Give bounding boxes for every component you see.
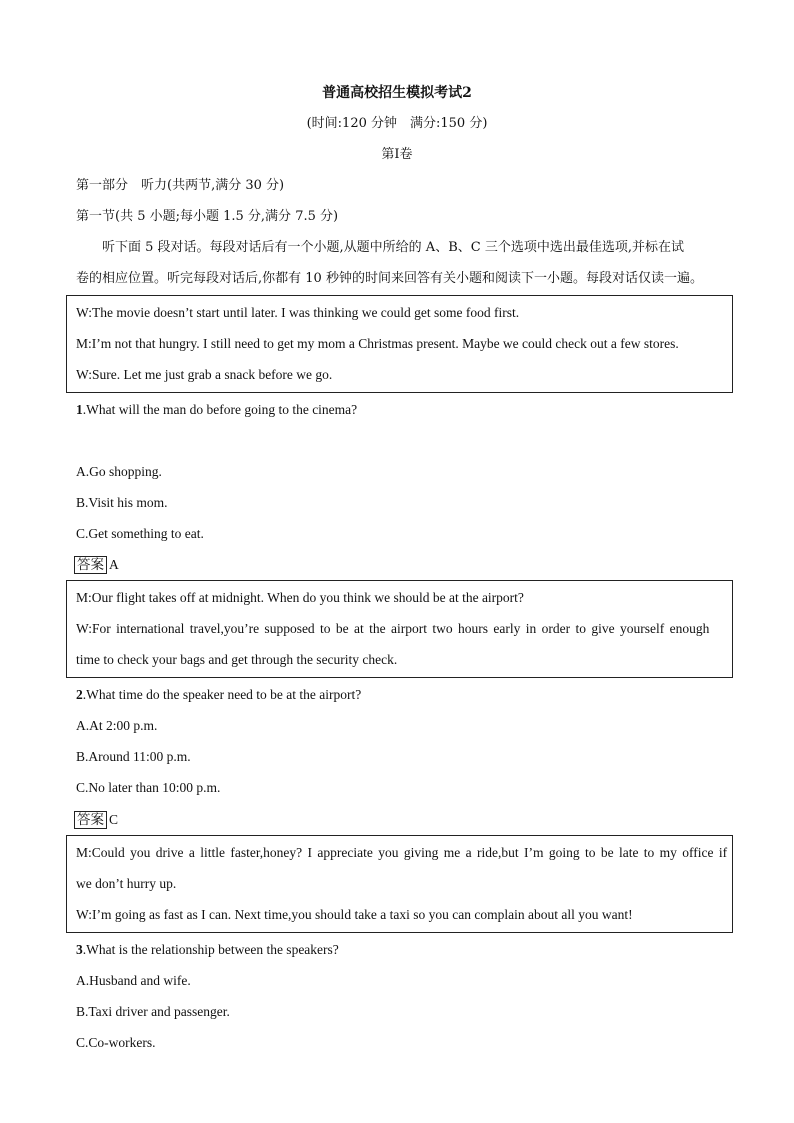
instruction-line-2: 卷的相应位置。听完每段对话后,你都有 10 秒钟的时间来回答有关小题和阅读下一小题。每段对话仅读一遍。: [76, 271, 703, 286]
option-b: B.Visit his mom.: [76, 495, 168, 510]
transcript-line: W:I’m going as fast as I can. Next time,you should take a taxi so you can complain about all you want!: [76, 907, 633, 922]
option-a: A.Go shopping.: [76, 464, 162, 479]
answer-1: [74, 556, 119, 574]
exam-title: 普通高校招生模拟考试2: [322, 85, 472, 101]
question-1: [76, 401, 357, 419]
instruction-line-1: 听下面 5 段对话。每段对话后有一个小题,从题中所给的 A、B、C 三个选项中选出最佳选项,并标在试: [102, 240, 684, 255]
transcript-line: time to check your bags and get through the security check.: [76, 652, 398, 667]
question-2: [76, 686, 361, 704]
exam-subtitle: (时间:120 分钟 满分:150 分): [306, 116, 488, 131]
answer-value: A: [109, 557, 119, 572]
transcript-line: we don’t hurry up.: [76, 876, 177, 891]
question-text: .What is the relationship between the speakers?: [82, 942, 339, 957]
option-b: B.Taxi driver and passenger.: [76, 1004, 230, 1019]
subsection-heading: 第一节(共 5 小题;每小题 1.5 分,满分 7.5 分): [76, 209, 339, 224]
transcript-box-2: [66, 580, 733, 678]
answer-2: [74, 811, 118, 829]
option-c: C.Get something to eat.: [76, 526, 204, 541]
transcript-line: M:Our flight takes off at midnight. When do you think we should be at the airport?: [76, 590, 524, 605]
question-number: 2: [76, 687, 83, 702]
transcript-line: M:I’m not that hungry. I still need to get my mom a Christmas present. Maybe we could check out a few stores.: [76, 336, 679, 351]
volume-heading: 第Ⅰ卷: [381, 147, 413, 162]
transcript-line: W:The movie doesn’t start until later. I was thinking we could get some food first.: [76, 305, 520, 320]
option-b: B.Around 11:00 p.m.: [76, 749, 191, 764]
transcript-line: W:For international travel,you’re supposed to be at the airport two hours early in order to give yourself enough: [76, 621, 710, 636]
answer-tag: 答案: [74, 556, 107, 574]
option-a: A.At 2:00 p.m.: [76, 718, 158, 733]
transcript-box-3: [66, 835, 733, 933]
answer-tag: 答案: [74, 811, 107, 829]
question-text: .What time do the speaker need to be at the airport?: [82, 687, 362, 702]
question-text: .What will the man do before going to the cinema?: [82, 402, 358, 417]
transcript-line: M:Could you drive a little faster,honey? I appreciate you giving me a ride,but I’m going to be late to my office if: [76, 845, 728, 860]
transcript-box-1: [66, 295, 733, 393]
part-heading: 第一部分 听力(共两节,满分 30 分): [76, 178, 285, 193]
answer-value: C: [109, 812, 119, 827]
option-c: C.No later than 10:00 p.m.: [76, 780, 221, 795]
question-number: 1: [76, 402, 83, 417]
question-3: [76, 941, 339, 959]
question-number: 3: [76, 942, 83, 957]
option-a: A.Husband and wife.: [76, 973, 191, 988]
transcript-line: W:Sure. Let me just grab a snack before we go.: [76, 367, 333, 382]
option-c: C.Co-workers.: [76, 1035, 156, 1050]
